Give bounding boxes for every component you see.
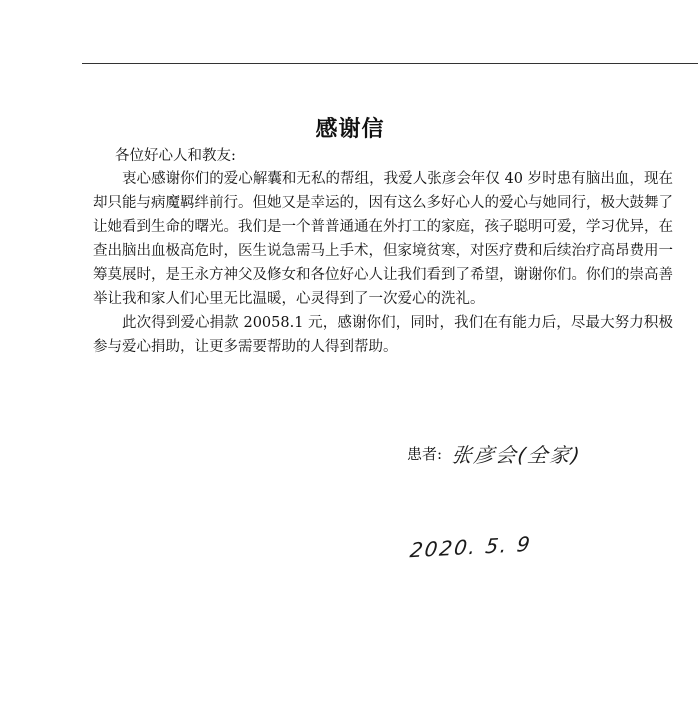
handwritten-date: 2020. 5. 9	[408, 531, 534, 563]
signature-label: 患者:	[407, 444, 443, 463]
body-paragraph: 此次得到爱心捐款 20058.1 元，感谢你们，同时，我们在有能力后，尽最大努力积极参与爱心捐助，让更多需要帮助的人得到帮助。	[93, 315, 673, 355]
letter-body	[93, 167, 673, 359]
signature-block	[407, 436, 582, 470]
salutation: 各位好心人和教友:	[115, 148, 236, 164]
handwritten-signature-family: (全家)	[516, 442, 584, 467]
body-paragraph: 衷心感谢你们的爱心解囊和无私的帮组，我爱人张彦会年仅 40 岁时患有脑出血，现在却只能与病魔羁绊前行。但她又是幸运的，因有这么多好心人的爱心与她同行，极大鼓舞了让她看到生命的曙光。我们是一个普普通通在外打工的家庭，孩子聪明可爱，学习优异，在查出脑出血极高危时，医生说急需马上手术，但家境贫寒，对医疗费和后续治疗高昂费用一筹莫展时，是王永方神父及修女和各位好心人让我们看到了希望，谢谢你们。你们的崇高善举让我和家人们心里无比温暖，心灵得到了一次爱心的洗礼。	[93, 171, 673, 307]
handwritten-signature-name: 张彦会	[450, 442, 520, 467]
letter-title: 感谢信	[315, 116, 385, 142]
top-divider	[82, 63, 698, 64]
